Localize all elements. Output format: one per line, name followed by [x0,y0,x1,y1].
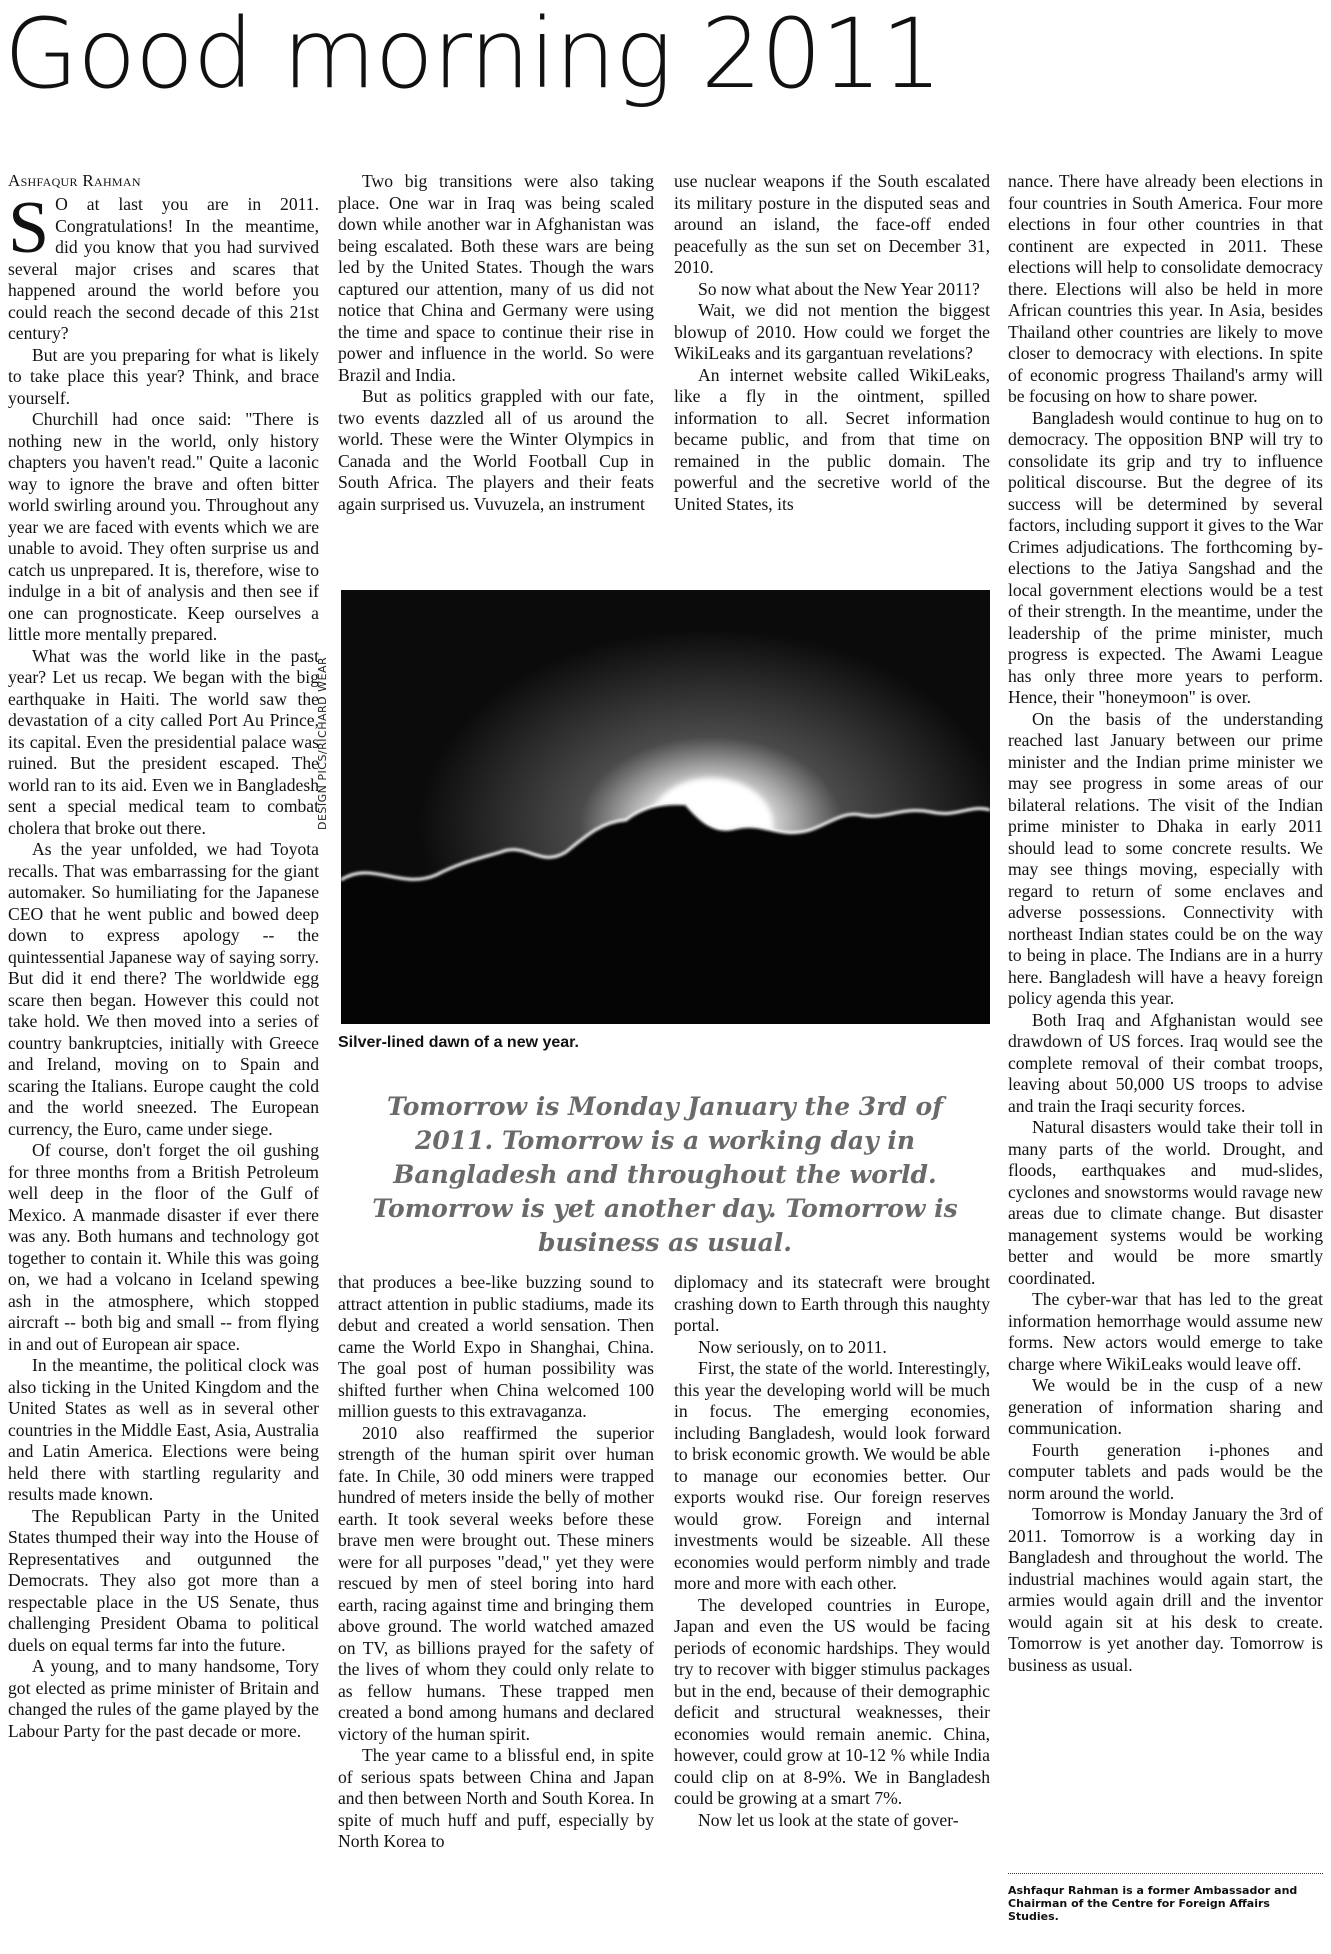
paragraph: diplomacy and its statecraft were brought crashing down to Earth through this naughty portal. [674,1272,990,1335]
paragraph: What was the world like in the past year? Let us recap. We began with the big earthquake in Haiti. The world saw the devastation of a city called Port Au Prince, its capital. Even the presidential palace was ruined. But the president escaped. The world ran to its aid. Even we in Bangladesh sent a special medical team to combat cholera that broke out there. [8,645,319,838]
paragraph: nance. There have already been elections in four countries in South America. Four more elections in four other countries in that continent are expected in 2011. These elections will help to consolidate democracy there. Elections will also be held in more African countries this year. In Asia, besides Thailand other countries are likely to move closer to democracy with elections. In spite of economic progress Thailand's army will be focusing on how to share power. [1008,171,1323,406]
pull-quote: Tomorrow is Monday January the 3rd of 2011. Tomorrow is a working day in Bangladesh and throughout the world. Tomorrow is yet another day. Tomorrow is business as usual. [372,1092,958,1257]
paragraph: Both Iraq and Afghanistan would see drawdown of US forces. Iraq would see the complete removal of their combat troops, leaving about 50,000 US troops to advise and train the Iraqi security forces. [1008,1009,1323,1116]
column-4 [1008,171,1323,1871]
paragraph: Fourth generation i-phones and computer tablets and pads would be the norm around the world. [1008,1439,1323,1503]
paragraph: Two big transitions were also taking place. One war in Iraq was being scaled down while another war in Afghanistan was being escalated. Both these wars are being led by the United States. Though the wars captured our attention, many of us did not notice that China and Germany were using the time and space to continue their rise in power and influence in the world. So were Brazil and India. [338,171,654,385]
sunrise-photo [341,590,990,1024]
paragraph: The year came to a blissful end, in spite of serious spats between China and Japan and then between North and South Korea. In spite of much huff and puff, especially by North Korea to [338,1745,654,1851]
paragraph: As the year unfolded, we had Toyota recalls. That was embarrassing for the giant automaker. So humiliating for the Japanese CEO that he went public and bowed deep down to express apology -- the quintessential Japanese way of saying sorry. But did it end there? The worldwide egg scare then began. However this could not take hold. We then moved into a series of country bankruptcies, initially with Greece and Ireland, moving on to Spain and scaring the Italians. Europe caught the cold and the world sneezed. The European currency, the Euro, came under siege. [8,839,319,1139]
photo-credit: DESIGN PICS/RICHARD WEAR [316,656,329,830]
paragraph: An internet website called WikiLeaks, like a fly in the ointment, spilled information to all. Secret information became public, and from that time on remained in the public domain. The powerful and the secretive world of the United States, its [674,364,990,514]
paragraph: First, the state of the world. Interestingly, this year the developing world will be much in focus. The emerging economies, including Bangladesh, would look forward to brisk economic growth. We would be able to manage our economies better. Our exports woukd rise. Our foreign reserves would grow. Foreign and internal investments would be sizeable. All these economies would perform nimbly and trade more and more with each other. [674,1358,990,1593]
paragraph: Churchill had once said: "There is nothing new in the world, only history chapters you haven't read." Quite a laconic way to ignore the brave and often bitter world swirling around you. Throughout any year we are faced with events which we are unable to avoid. They often surprise us and catch us unprepared. It is, therefore, wise to indulge in a bit of analysis and then see if one can prognosticate. Keep ourselves a little more mentally prepared. [8,409,319,644]
paragraph: that produces a bee-like buzzing sound to attract attention in public stadiums, made its debut and created a world sensation. Then came the World Expo in Shanghai, China. The goal post of human possibility was shifted further when China welcomed 100 million guests to this extravaganza. [338,1272,654,1421]
column-2-bottom [338,1272,654,1944]
paragraph: Tomorrow is Monday January the 3rd of 2011. Tomorrow is a working day in Bangladesh and throughout the world. The industrial machines would again start, the armies would again drill and the inventor would again sit at his desk to create. Tomorrow is yet another day. Tomorrow is business as usual. [1008,1504,1323,1675]
paragraph: On the basis of the understanding reached last January between our prime minister and the Indian prime minister we may see progress in some areas of our bilateral relations. The visit of the Indian prime minister to Dhaka in early 2011 should lead to some concrete results. We may see things moving, especially with regard to return of some enclaves and adverse possessions. Connectivity with northeast Indian states could be on the way to being in place. The Indians are in a hurry here. Bangladesh will have a heavy foreign policy agenda this year. [1008,708,1323,1008]
photo-caption: Silver-lined dawn of a new year. [338,1034,579,1051]
lead-paragraph: S O at last you are in 2011. Congratulations! In the meantime, did you know that you had survived several major crises and scares that happened around the world before you could reach the second decade of this 21st century? [8,194,319,343]
column-3-top [674,171,990,566]
paragraph: So now what about the New Year 2011? [698,278,980,299]
paragraph: The Republican Party in the United States thumped their way into the House of Representatives and outgunned the Democrats. They also got more than a respectable place in the US Senate, thus challenging President Obama to political duels on equal terms far into the future. [8,1505,319,1655]
paragraph: In the meantime, the political clock was also ticking in the United Kingdom and the United States as well as in several other countries in the Middle East, Asia, Australia and Latin America. Elections were being held there with startling regularity and results made known. [8,1355,319,1504]
paragraph: We would be in the cusp of a new generation of information sharing and communication. [1008,1375,1323,1438]
headline: Good morning 2011 [4,0,942,110]
paragraph: use nuclear weapons if the South escalated its military posture in the disputed seas and around an island, the face-off ended peacefully as the sun set on December 31, 2010. [674,171,990,277]
paragraph: The cyber-war that has led to the great information hemorrhage would assume new forms. New actors would emerge to take charge where WikiLeaks would leave off. [1008,1289,1323,1374]
paragraph: Bangladesh would continue to hug on to democracy. The opposition BNP will try to consolidate its grip and try to influence political discourse. But the degree of its success will be determined by several factors, including support it gives to the War Crimes adjudications. The forthcoming by-elections to the Jatiya Sangshad and the local government elections would be a test of their strength. In the meantime, under the leadership of the prime minister, much progress is expected. The Awami League has only three more years to perform. Hence, their "honeymoon" is over. [1008,407,1323,707]
sunrise-image [341,590,990,1024]
column-1 [8,194,319,1944]
column-3-bottom [674,1272,990,1944]
paragraph: A young, and to many handsome, Tory got elected as prime minister of Britain and changed the rules of the game played by the Labour Party for the past decade or more. [8,1656,319,1741]
paragraph: The developed countries in Europe, Japan and even the US would be facing periods of economic hardships. They would try to recover with bigger stimulus packages but in the end, because of their demographic deficit and structural weaknesses, their economies would remain anemic. China, however, could grow at 10-12 % while India could clip on at 8-9%. We in Bangladesh could be growing at a smart 7%. [674,1594,990,1808]
paragraph: Natural disasters would take their toll in many parts of the world. Drought, and floods, earthquakes and mud-slides, cyclones and snowstorms would ravage new areas due to climate change. But disaster management systems would be working better and would be more smartly coordinated. [1008,1117,1323,1288]
paragraph: Now let us look at the state of gover- [698,1809,959,1830]
paragraph: 2010 also reaffirmed the superior strength of the human spirit over human fate. In Chile, 30 odd miners were trapped hundred of meters inside the belly of mother earth. It took several weeks before these brave men were brought out. These miners were for all purposes "dead," yet they were rescued by men of steel boring into hard earth, racing against time and bringing them above ground. The world watched amazed on TV, as billions prayed for the safety of the lives of whom they could only relate to as fellow humans. These trapped men created a bond among humans and declared victory of the human spirit. [338,1422,654,1744]
author-note: Ashfaqur Rahman is a former Ambassador and Chairman of the Centre for Foreign Affairs Studies. [1008,1873,1323,1923]
paragraph: Now seriously, on to 2011. [698,1336,887,1357]
paragraph: But as politics grappled with our fate, two events dazzled all of us around the world. These were the Winter Olympics in Canada and the World Football Cup in South Africa. The players and their feats again surprised us. Vuvuzela, an instrument [338,386,654,514]
byline: Ashfaqur Rahman [8,171,141,190]
column-2-top [338,171,654,566]
paragraph: Wait, we did not mention the biggest blowup of 2010. How could we forget the WikiLeaks and its gargantuan revelations? [674,300,990,363]
paragraph: But are you preparing for what is likely to take place this year? Think, and brace yourself. [8,344,319,408]
paragraph: Of course, don't forget the oil gushing for three months from a British Petroleum well deep in the floor of the Gulf of Mexico. A manmade disaster if ever there was any. Both humans and technology got together to contain it. While this was going on, we had a volcano in Iceland spewing ash in the atmosphere, which stopped aircraft -- both big and small -- from flying in and out of European air space. [8,1140,319,1354]
drop-cap: S [8,194,50,269]
